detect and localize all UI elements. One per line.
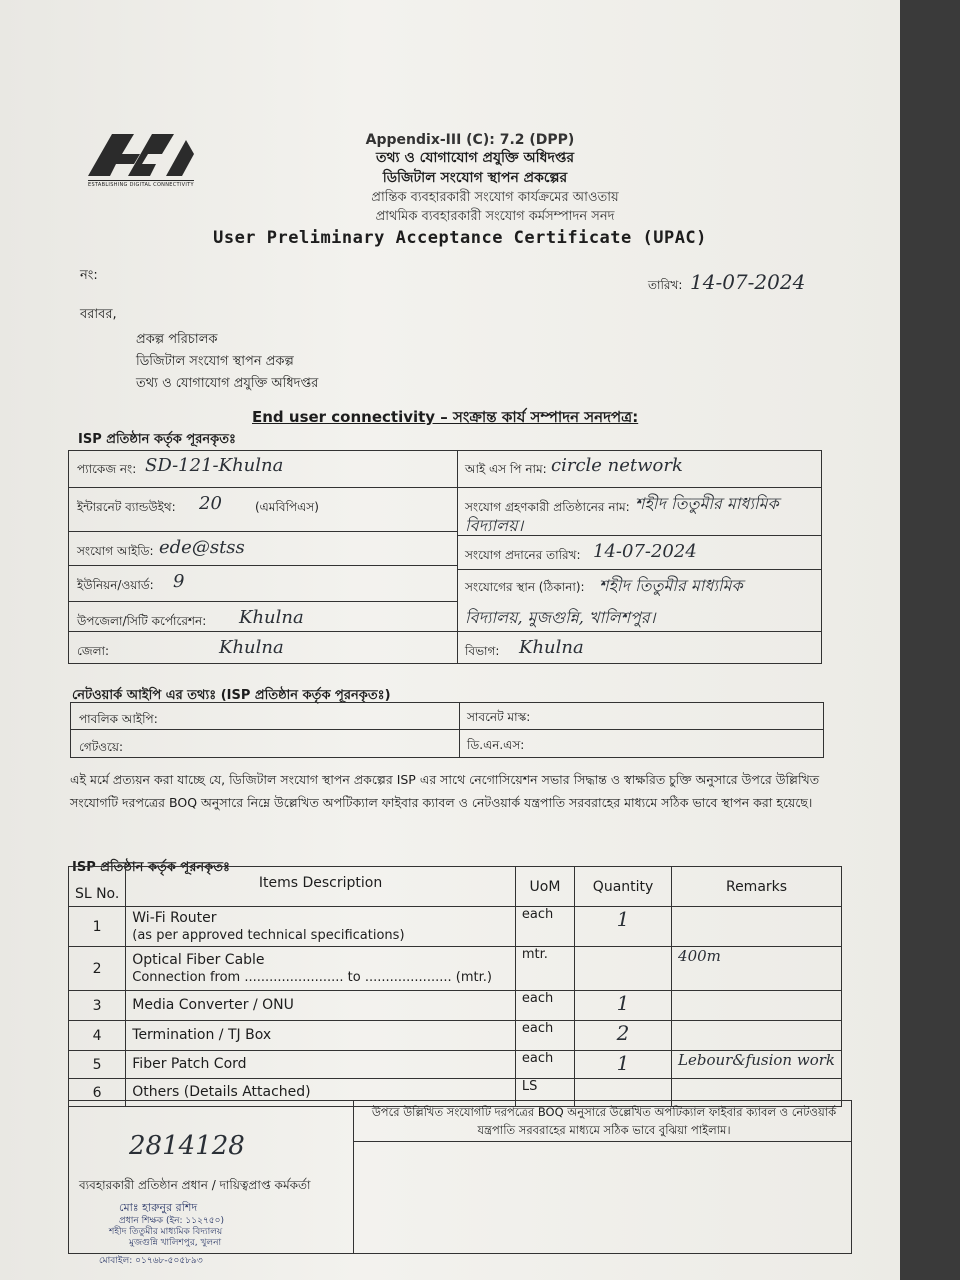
- row-uom: each: [515, 1051, 574, 1079]
- row-remarks: [672, 991, 842, 1021]
- table-row: [69, 907, 842, 947]
- row-description: [126, 1051, 516, 1079]
- row-quantity: 1: [575, 991, 672, 1021]
- connectivity-info-box: [68, 450, 822, 664]
- row-description: [126, 1021, 516, 1051]
- acceptance-footer-box: [68, 1100, 852, 1266]
- header-description: Items Description: [126, 867, 516, 907]
- connection-id-label: সংযোগ আইডি:: [77, 544, 154, 558]
- bandwidth-value: 20: [199, 493, 222, 514]
- header-quantity: Quantity: [575, 867, 672, 907]
- division-value: Khulna: [519, 637, 584, 658]
- stamp-address: মুজগুন্নি খালিশপুর, খুলনা: [129, 1238, 222, 1248]
- row-description-main: Others (Details Attached): [132, 1084, 311, 1100]
- row-remarks: [672, 1021, 842, 1051]
- row-quantity: 2: [575, 1021, 672, 1051]
- table-row: [69, 1051, 842, 1079]
- subnet-label: সাবনেট মাস্ক:: [467, 710, 531, 724]
- public-ip-label: পাবলিক আইপি:: [79, 712, 158, 726]
- ward-value: 9: [173, 571, 185, 592]
- address-line-2: ডিজিটাল সংযোগ স্থাপন প্রকল্প: [136, 354, 294, 369]
- isp-value: circle network: [551, 455, 683, 476]
- date-label: তারিখ:: [648, 278, 683, 292]
- division-label: বিভাগ:: [465, 644, 500, 658]
- package-value: SD-121-Khulna: [145, 455, 284, 476]
- location-value-line2: বিদ্যালয়, মুজগুন্নি, খালিশপুর।: [465, 608, 656, 627]
- row-description-main: Termination / TJ Box: [132, 1027, 272, 1043]
- row-description-main: Optical Fiber Cable: [132, 951, 265, 968]
- org-name-label: সংযোগ গ্রহণকারী প্রতিষ্ঠানের নাম:: [465, 500, 630, 514]
- row-sl: 2: [69, 947, 126, 991]
- section3-subtitle: ISP প্রতিষ্ঠান কর্তৃক পূরনকৃতঃ: [72, 860, 230, 875]
- header-uom: UoM: [515, 867, 574, 907]
- row-description-main: Fiber Patch Cord: [132, 1056, 247, 1072]
- isp-label: আই এস পি নাম:: [465, 462, 547, 476]
- bandwidth-unit: (এমবিপিএস): [255, 500, 319, 514]
- stamp-school: শহীদ তিতুমীর মাধ্যমিক বিদ্যালয়: [109, 1227, 223, 1237]
- row-description: [126, 907, 516, 947]
- upazila-label: উপজেলা/সিটি কর্পোরেশন:: [77, 614, 207, 628]
- signature: 2814128: [129, 1131, 245, 1161]
- section1-subtitle: ISP প্রতিষ্ঠান কর্তৃক পূরনকৃতঃ: [78, 432, 236, 447]
- row-description-main: Wi-Fi Router: [132, 909, 217, 926]
- district-value: Khulna: [219, 637, 284, 658]
- declaration-text: এই মর্মে প্রত্যয়ন করা যাচ্ছে যে, ডিজিটাল সংযোগ স্থাপন প্রকল্পের ISP এর সাথে নেগোসিয়েশন সভার সিদ্ধান্ত ও স্বাক্ষরিত চুক্তি অনুসারে উপরে উল্লিখিত সংযোগটি দরপত্রের BOQ অনুসারে নিম্নে উল্লেখিত অপটিক্যাল ফাইবার ক্যাবল ও নেটওয়ার্ক যন্ত্রপাতি সরবরাহের মাধ্যমে সঠিক ভাবে স্থাপন করা হয়েছে।: [70, 772, 820, 810]
- date-value: 14-07-2024: [690, 270, 806, 294]
- upazila-value: Khulna: [239, 607, 304, 628]
- acceptance-confirmation: উপরে উল্লিখিত সংযোগটি দরপত্রের BOQ অনুসারে উল্লেখিত অপটিক্যাল ফাইবার ক্যাবল ও নেটওয়ার্ক যন্ত্রপাতি সরবরাহের মাধ্যমে সঠিক ভাবে বুঝিয়া পাইলাম।: [371, 1105, 837, 1137]
- department-name: তথ্য ও যোগাযোগ প্রযুক্তি অধিদপ্তর: [375, 150, 575, 166]
- table-row: [69, 991, 842, 1021]
- row-uom: each: [515, 1021, 574, 1051]
- address-line-3: তথ্য ও যোগাযোগ প্রযুক্তি অধিদপ্তর: [136, 376, 319, 391]
- row-sl: 3: [69, 991, 126, 1021]
- header-line-5: প্রাথমিক ব্যবহারকারী সংযোগ কর্মসম্পাদন সনদ: [375, 209, 615, 224]
- row-uom: each: [515, 907, 574, 947]
- row-description-main: Media Converter / ONU: [132, 997, 294, 1013]
- row-description-sub: Connection from ........................ to ..................... (mtr.): [132, 969, 492, 985]
- org-name-value: শহীদ তিতুমীর মাধ্যমিক বিদ্যালয়।: [465, 494, 779, 535]
- row-remarks: Lebour&fusion work: [672, 1051, 842, 1079]
- package-label: প্যাকেজ নং:: [77, 462, 137, 476]
- row-sl: 1: [69, 907, 126, 947]
- document-title: User Preliminary Acceptance Certificate (UPAC): [213, 228, 707, 248]
- location-value-line1: শহীদ তিতুমীর মাধ্যমিক: [599, 576, 743, 595]
- table-row: [69, 1021, 842, 1051]
- document-header: [0, 132, 900, 248]
- stamp-name: মোঃ হারুনুর রশিদ: [119, 1201, 198, 1214]
- header-remarks: Remarks: [672, 867, 842, 907]
- row-description-sub: (as per approved technical specifications): [132, 927, 405, 943]
- row-remarks: [672, 907, 842, 947]
- row-quantity: 1: [575, 907, 672, 947]
- location-label: সংযোগের স্থান (ঠিকানা):: [465, 580, 585, 594]
- signatory-role: ব্যবহারকারী প্রতিষ্ঠান প্রধান / দায়িত্বপ্রাপ্ত কর্মকর্তা: [79, 1178, 311, 1192]
- row-uom: each: [515, 991, 574, 1021]
- row-sl: 6: [69, 1079, 126, 1107]
- address-to: বরাবর,: [80, 307, 117, 322]
- project-name: ডিজিটাল সংযোগ স্থাপন প্রকল্পের: [382, 170, 568, 186]
- logo-text: ESTABLISHING DIGITAL CONNECTIVITY: [88, 182, 194, 188]
- connection-date-label: সংযোগ প্রদানের তারিখ:: [465, 548, 581, 562]
- gateway-label: গেটওয়ে:: [79, 740, 124, 754]
- row-uom: mtr.: [515, 947, 574, 991]
- dns-label: ডি.এন.এস:: [467, 738, 525, 752]
- row-quantity: [575, 947, 672, 991]
- row-sl: 4: [69, 1021, 126, 1051]
- stamp-designation: প্রধান শিক্ষক (ইন: ১১২৭৫০): [119, 1216, 224, 1226]
- table-row: [69, 947, 842, 991]
- section1-title: End user connectivity – সংক্রান্ত কার্য সম্পাদন সনদপত্র:: [252, 408, 639, 426]
- ward-label: ইউনিয়ন/ওয়ার্ড:: [77, 578, 154, 592]
- row-description: [126, 947, 516, 991]
- items-table: [68, 866, 842, 1107]
- row-sl: 5: [69, 1051, 126, 1079]
- row-quantity: 1: [575, 1051, 672, 1079]
- address-line-1: প্রকল্প পরিচালক: [136, 332, 218, 347]
- connection-date-value: 14-07-2024: [593, 541, 697, 562]
- stamp-mobile: মোবাইল: ০১৭৬৮-৫০৫৮৯৩: [99, 1256, 203, 1266]
- header-sl: SL No.: [69, 867, 126, 907]
- connection-id-value: ede@stss: [159, 537, 245, 558]
- section2-title: নেটওয়ার্ক আইপি এর তথ্যঃ (ISP প্রতিষ্ঠান কর্তৃক পূরনকৃতঃ): [72, 688, 391, 703]
- row-uom: LS: [515, 1079, 574, 1107]
- row-description: [126, 991, 516, 1021]
- appendix-label: Appendix-III (C): 7.2 (DPP): [365, 132, 575, 148]
- ref-number-label: নং:: [80, 268, 98, 283]
- district-label: জেলা:: [77, 644, 110, 658]
- network-ip-box: [70, 702, 824, 758]
- row-remarks: 400m: [672, 947, 842, 991]
- header-line-4: প্রান্তিক ব্যবহারকারী সংযোগ কার্যক্রমের আওতায়: [371, 190, 619, 205]
- bandwidth-label: ইন্টারনেট ব্যান্ডউইথ:: [77, 500, 176, 514]
